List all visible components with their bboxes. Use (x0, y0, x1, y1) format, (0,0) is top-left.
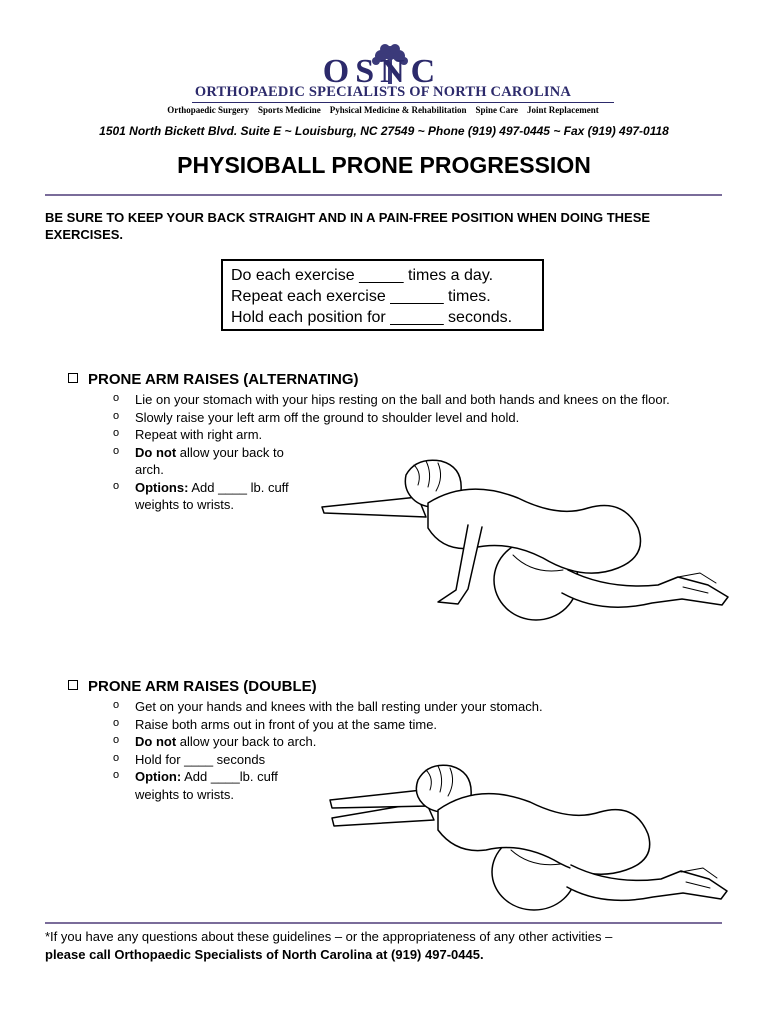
exercise-illustration-double (326, 760, 732, 916)
warning-text: BE SURE TO KEEP YOUR BACK STRAIGHT AND IN A PAIN-FREE POSITION WHEN DOING THESE EXERCISES. (45, 210, 651, 242)
list-item: o Do not allow your back to arch. (113, 733, 723, 751)
section-heading: PRONE ARM RAISES (ALTERNATING) (68, 371, 359, 388)
logo-mark-image (272, 44, 492, 86)
exercise-illustration-alternating (318, 455, 730, 625)
org-name: ORTHOPAEDIC SPECIALISTS OF NORTH CAROLINA (194, 84, 572, 100)
checkbox-icon[interactable] (68, 680, 78, 690)
footer-note (45, 928, 735, 964)
logo-mark-text: OSNC (322, 53, 442, 86)
logo (152, 44, 614, 124)
list-item: o Slowly raise your left arm off the ground to shoulder level and hold. (113, 409, 723, 427)
frequency-line: Repeat each exercise ______ times. (231, 288, 491, 305)
list-item: o Options: Add ____ lb. cuff weights to wrists. (113, 479, 305, 514)
list-item: o Get on your hands and knees with the ball resting under your stomach. (113, 698, 723, 716)
footer-line: please call Orthopaedic Specialists of North Carolina at (919) 497-0445. (45, 947, 484, 962)
specialty: Orthopaedic Surgery (167, 105, 249, 115)
specialty: Sports Medicine (257, 105, 321, 115)
frequency-line: Do each exercise _____ times a day. (231, 267, 494, 284)
list-item: o Hold for ____ seconds (113, 751, 723, 769)
list-item: o Lie on your stomach with your hips resting on the ball and both hands and knees on the floor. (113, 391, 723, 409)
specialties-line (152, 105, 614, 115)
checkbox-icon[interactable] (68, 373, 78, 383)
logo-divider (192, 102, 614, 103)
list-item: o Raise both arms out in front of you at the same time. (113, 716, 723, 734)
specialty: Pyhsical Medicine & Rehabilitation (329, 105, 467, 115)
address-line: 1501 North Bickett Blvd. Suite E ~ Louisburg, NC 27549 ~ Phone (919) 497-0445 ~ Fax (919) 497-0118 (99, 124, 669, 138)
list-item: o Option: Add ____lb. cuff weights to wrists. (113, 768, 315, 803)
title-divider (45, 194, 722, 196)
specialty: Spine Care (475, 105, 519, 115)
footer-divider (45, 922, 722, 924)
frequency-box (221, 259, 544, 331)
list-item: o Repeat with right arm. (113, 426, 723, 444)
page-title: PHYSIOBALL PRONE PROGRESSION (177, 152, 591, 178)
specialty: Joint Replacement (527, 105, 599, 115)
footer-line: *If you have any questions about these guidelines – or the appropriateness of any other activities – (45, 929, 613, 944)
section-heading: PRONE ARM RAISES (DOUBLE) (68, 678, 317, 695)
frequency-line: Hold each position for ______ seconds. (231, 309, 513, 326)
list-item: o Do not allow your back to arch. (113, 444, 295, 479)
